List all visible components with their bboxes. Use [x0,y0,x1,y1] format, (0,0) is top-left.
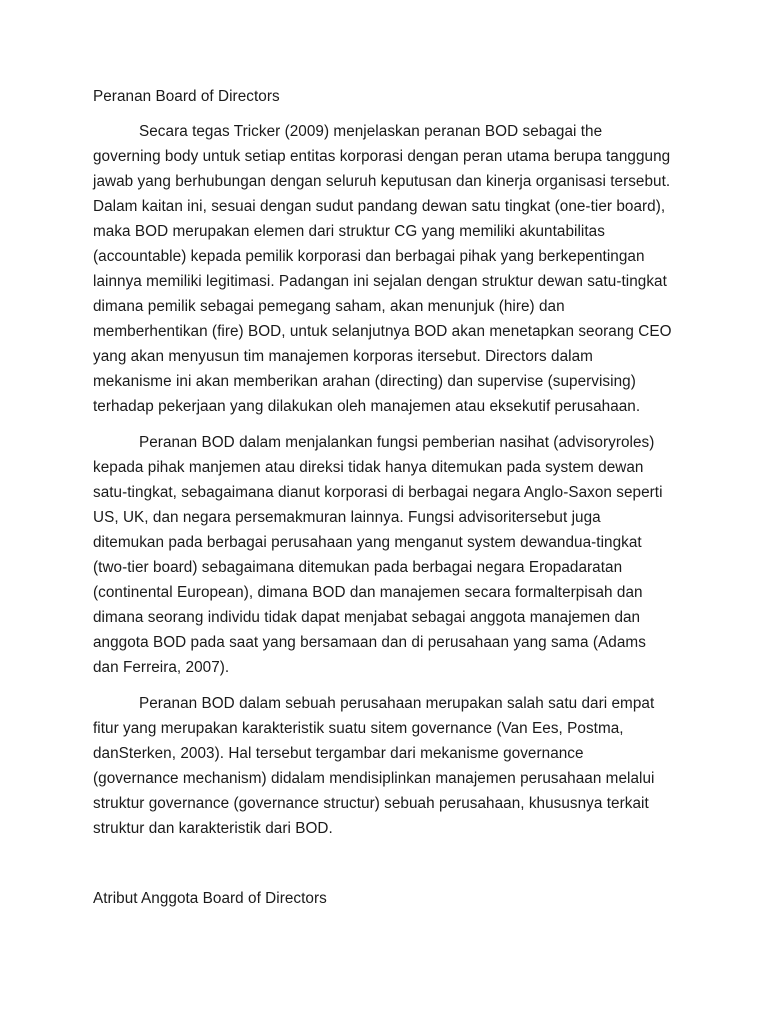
paragraph-1-line: memberhentikan (fire) BOD, untuk selanjutnya BOD akan menetapkan seorang CEO [93,323,672,340]
paragraph-2-line: (two-tier board) sebagaimana ditemukan pada berbagai negara Eropadaratan [93,559,623,576]
paragraph-2-line: satu-tingkat, sebagaimana dianut korporasi di berbagai negara Anglo-Saxon seperti [93,484,663,501]
paragraph-1-line: terhadap pekerjaan yang dilakukan oleh manajemen atau eksekutif perusahaan. [93,398,641,415]
paragraph-2-line: US, UK, dan negara persemakmuran lainnya. Fungsi advisoritersebut juga [93,509,601,526]
paragraph-1-line: Dalam kaitan ini, sesuai dengan sudut pandang dewan satu tingkat (one-tier board), [93,198,666,215]
paragraph-1-line: jawab yang berhubungan dengan seluruh keputusan dan kinerja organisasi tersebut. [93,173,671,190]
paragraph-2-line: ditemukan pada berbagai perusahaan yang menganut system dewandua-tingkat [93,534,642,551]
paragraph-1-line: dimana pemilik sebagai pemegang saham, akan menunjuk (hire) dan [93,298,565,315]
paragraph-3-line: danSterken, 2003). Hal tersebut tergambar dari mekanisme governance [93,745,584,762]
paragraph-1-line: (accountable) kepada pemilik korporasi dan berbagai pihak yang berkepentingan [93,248,645,265]
paragraph-2-line: Peranan BOD dalam menjalankan fungsi pemberian nasihat (advisoryroles) [139,434,655,451]
paragraph-3-line: struktur governance (governance structur) sebuah perusahaan, khususnya terkait [93,795,649,812]
paragraph-3-line: Peranan BOD dalam sebuah perusahaan merupakan salah satu dari empat [139,695,655,712]
paragraph-2-line: kepada pihak manjemen atau direksi tidak hanya ditemukan pada system dewan [93,459,644,476]
section-heading: Atribut Anggota Board of Directors [93,890,327,907]
paragraph-3-line: (governance mechanism) didalam mendisiplinkan manajemen perusahaan melalui [93,770,655,787]
paragraph-2-line: dan Ferreira, 2007). [93,659,230,676]
paragraph-1-line: Secara tegas Tricker (2009) menjelaskan peranan BOD sebagai the [139,123,603,140]
paragraph-2-line: dimana seorang individu tidak dapat menjabat sebagai anggota manajemen dan [93,609,641,626]
paragraph-1-line: maka BOD merupakan elemen dari struktur CG yang memiliki akuntabilitas [93,223,605,240]
paragraph-3-line: fitur yang merupakan karakteristik suatu sitem governance (Van Ees, Postma, [93,720,624,737]
paragraph-3-line: struktur dan karakteristik dari BOD. [93,820,333,837]
paragraph-1-line: yang akan menyusun tim manajemen korporas itersebut. Directors dalam [93,348,593,365]
section-heading: Peranan Board of Directors [93,88,280,105]
paragraph-2-line: anggota BOD pada saat yang bersamaan dan di perusahaan yang sama (Adams [93,634,646,651]
paragraph-1-line: mekanisme ini akan memberikan arahan (directing) dan supervise (supervising) [93,373,636,390]
paragraph-2-line: (continental European), dimana BOD dan manajemen secara formalterpisah dan [93,584,643,601]
paragraph-1-line: governing body untuk setiap entitas korporasi dengan peran utama berupa tanggung [93,148,671,165]
paragraph-1-line: lainnya memiliki legitimasi. Padangan ini sejalan dengan struktur dewan satu-tingkat [93,273,667,290]
